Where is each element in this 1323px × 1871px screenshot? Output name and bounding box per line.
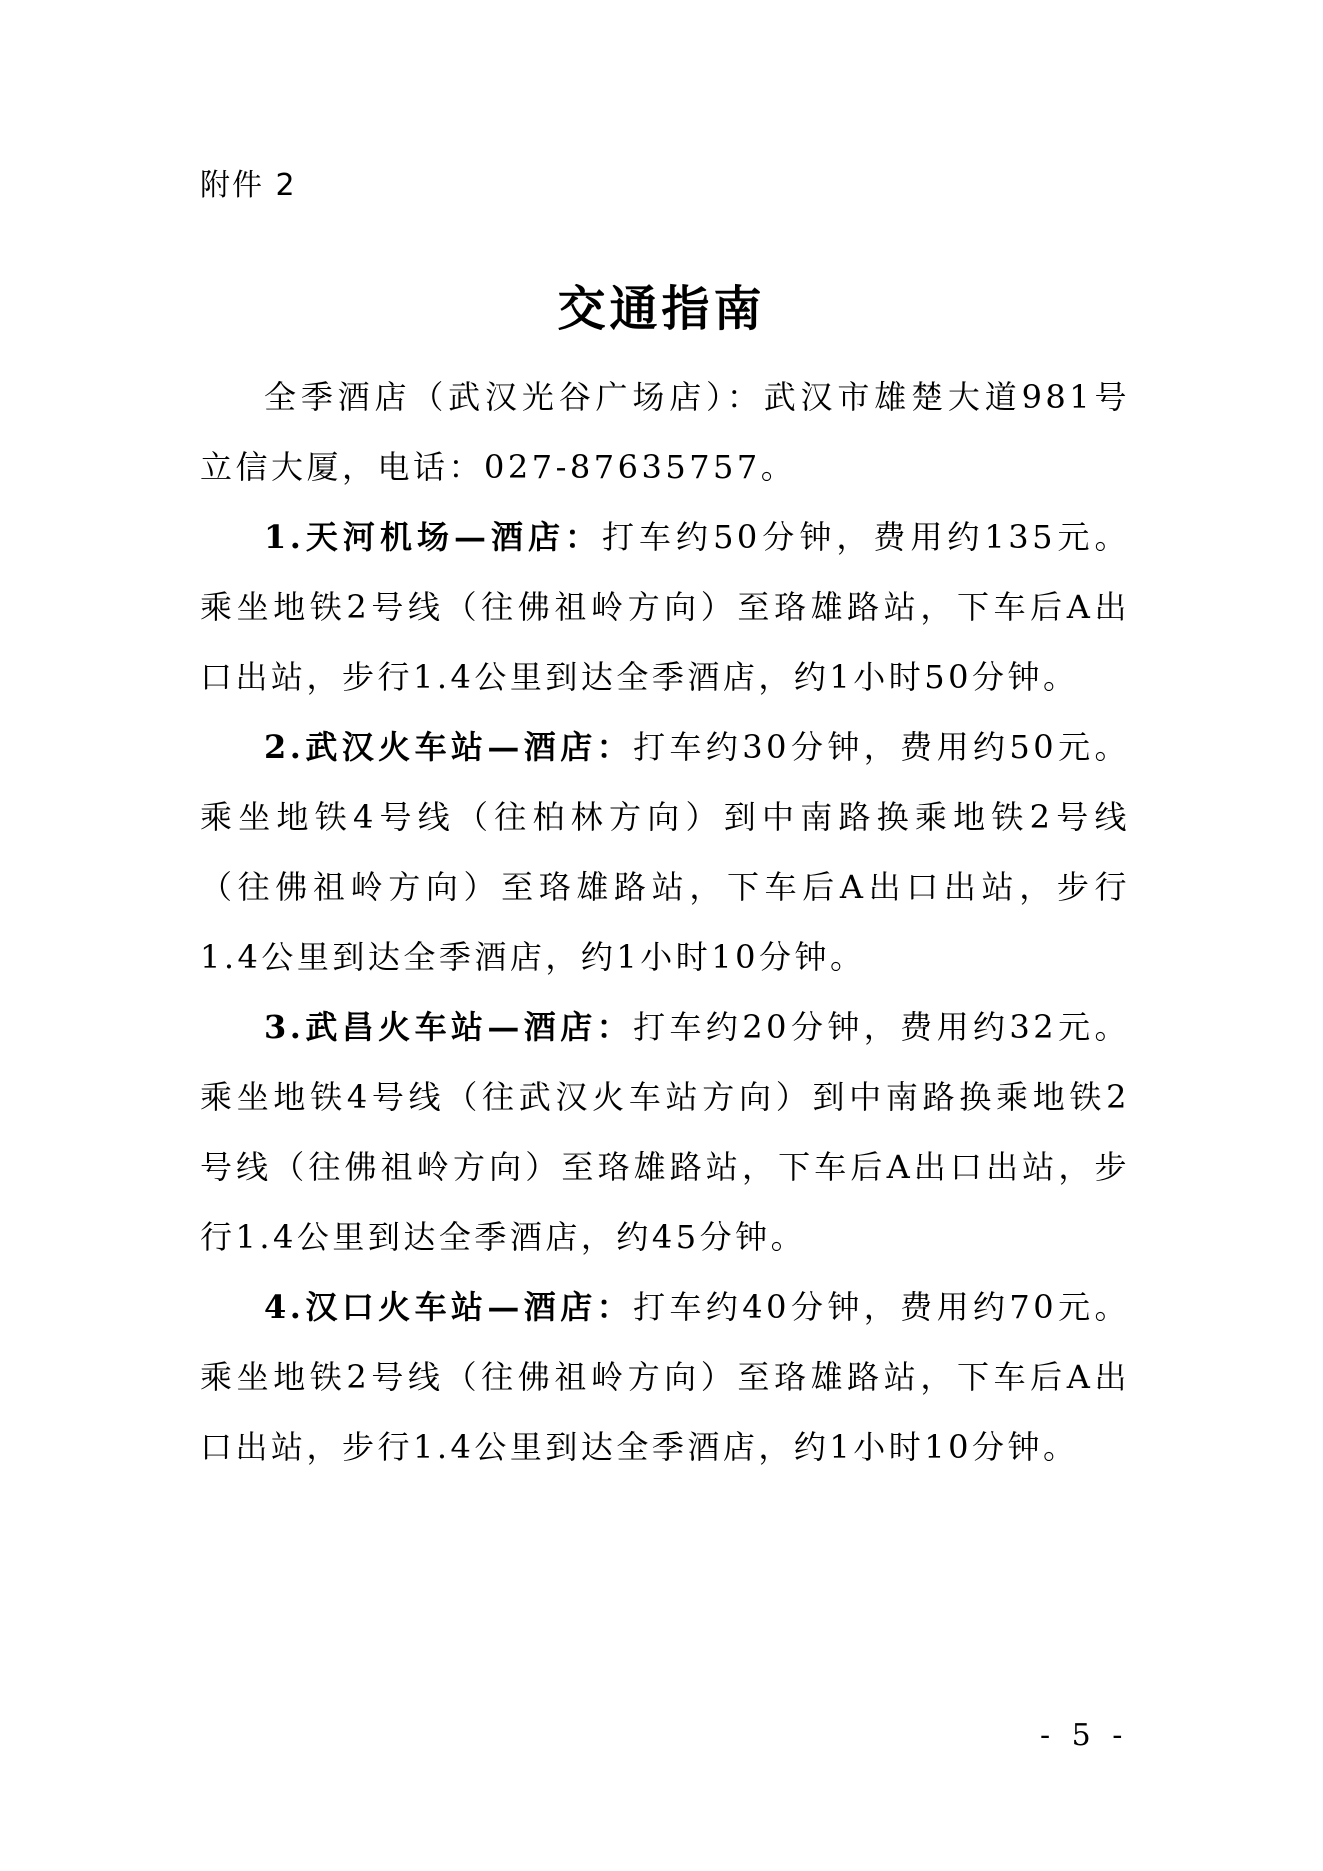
- document-body: [200, 362, 1130, 1482]
- hotel-address-paragraph: 全季酒店（武汉光谷广场店）：武汉市雄楚大道981号立信大厦，电话：027-87635757。: [200, 378, 1130, 486]
- route-heading: 1.天河机场—酒店：: [264, 518, 603, 556]
- route-paragraph-wuchang-station: [200, 992, 1130, 1272]
- route-paragraph-hankou-station: [200, 1272, 1130, 1482]
- route-heading: 3.武昌火车站—酒店：: [264, 1008, 634, 1046]
- route-text: 打车约20分钟，费用约32元。乘坐地铁4号线（往武汉火车站方向）到中南路换乘地铁2号线（往佛祖岭方向）至珞雄路站，下车后A出口出站，步行1.4公里到达全季酒店，约45分钟。: [200, 1008, 1130, 1256]
- route-text: 打车约30分钟，费用约50元。乘坐地铁4号线（往柏林方向）到中南路换乘地铁2号线（往佛祖岭方向）至珞雄路站，下车后A出口出站，步行1.4公里到达全季酒店，约1小时10分钟。: [200, 728, 1130, 976]
- route-text: 打车约50分钟，费用约135元。乘坐地铁2号线（往佛祖岭方向）至珞雄路站，下车后A出口出站，步行1.4公里到达全季酒店，约1小时50分钟。: [200, 518, 1130, 696]
- route-text: 打车约40分钟，费用约70元。乘坐地铁2号线（往佛祖岭方向）至珞雄路站，下车后A出口出站，步行1.4公里到达全季酒店，约1小时10分钟。: [200, 1288, 1130, 1466]
- route-paragraph-airport: [200, 502, 1130, 712]
- route-heading: 4.汉口火车站—酒店：: [264, 1288, 634, 1326]
- route-paragraph-wuhan-station: [200, 712, 1130, 992]
- attachment-label: 附件 2: [200, 168, 297, 203]
- route-heading: 2.武汉火车站—酒店：: [264, 728, 634, 766]
- page-number: - 5 -: [1040, 1718, 1129, 1753]
- page-title: 交通指南: [557, 281, 766, 337]
